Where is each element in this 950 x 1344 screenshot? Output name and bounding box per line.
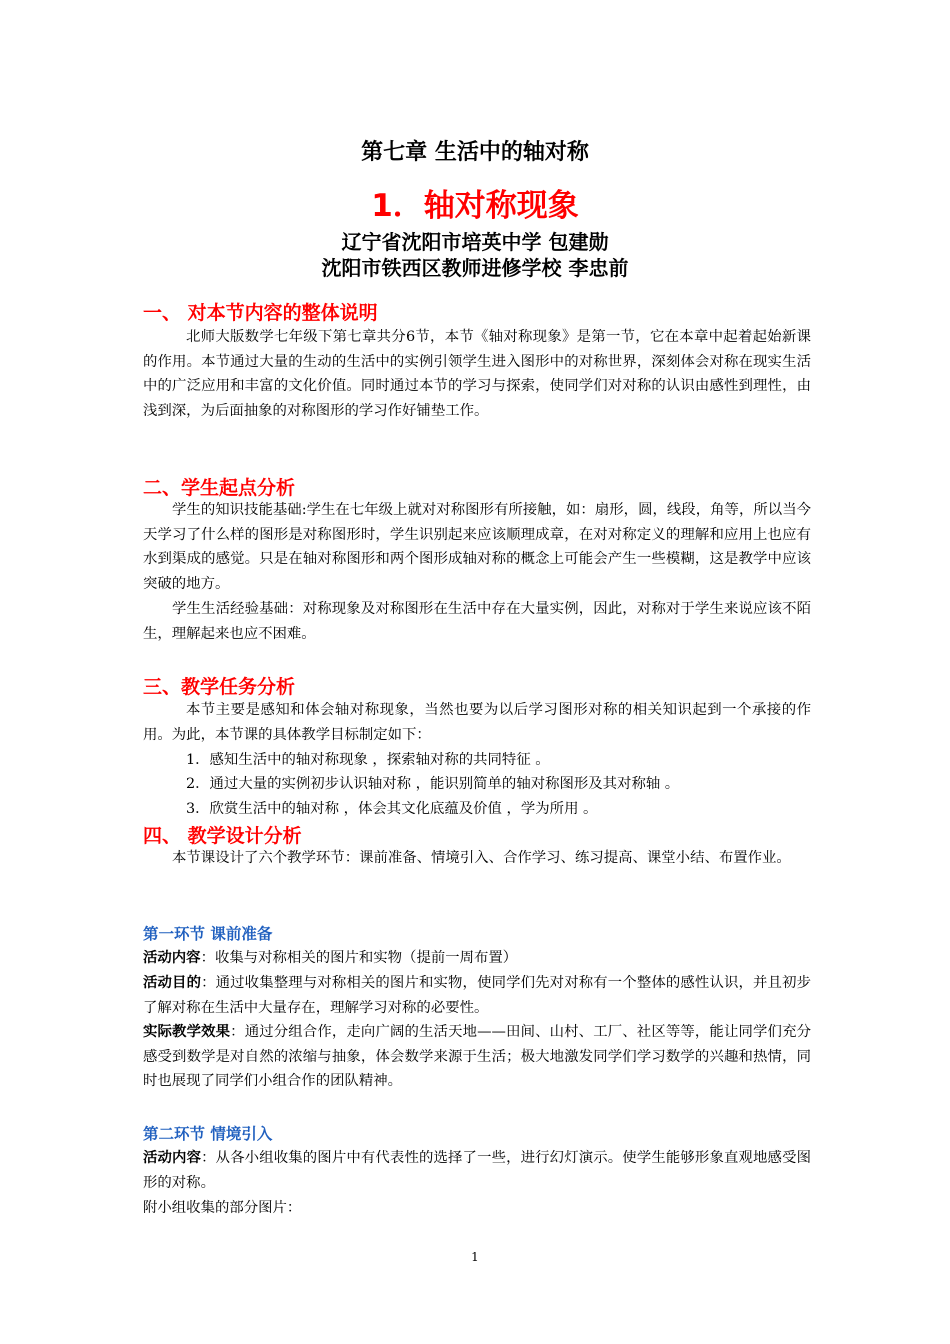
teaching-effect-label: 实际教学效果 — [143, 1024, 231, 1040]
section-1-paragraph: 北师大版数学七年级下第七章共分6节，本节《轴对称现象》是第一节，它在本章中起着起始新课的作用。本节通过大量的生动的生活中的实例引领学生进入图形中的对称世界，深刻体会对称在现实生活中的广泛应用和丰富的文化价值。同时通过本节的学习与探索，使同学们对对称的认识由感性到理性，由浅到深，为后面抽象的对称图形的学习作好铺垫工作。 — [143, 329, 811, 419]
section-heading-3: 三、教学任务分析 — [143, 676, 296, 698]
step-1-effect — [143, 1020, 811, 1094]
teaching-goal-3: 3．欣赏生活中的轴对称 ，体会其文化底蕴及价值 ，学为所用 。 — [186, 801, 598, 817]
step-2-content — [143, 1146, 811, 1195]
step-2-heading: 第二环节 情境引入 — [143, 1125, 273, 1143]
step-1-purpose — [143, 971, 811, 1020]
teaching-effect-text: ：通过分组合作，走向广阔的生活天地——田间、山村、工厂、社区等等，能让同学们充分感受到数学是对自然的浓缩与抽象，体会数学来源于生活；极大地激发同学们学习数学的兴趣和热情，同时也展现了同学们小组合作的团队精神。 — [143, 1024, 811, 1090]
activity-purpose-text: ：通过收集整理与对称相关的图片和实物，使同学们先对对称有一个整体的感性认识，并且初步了解对称在生活中大量存在，理解学习对称的必要性。 — [143, 975, 811, 1016]
lesson-title: 1．轴对称现象 — [371, 188, 579, 224]
chapter-title: 第七章 生活中的轴对称 — [361, 140, 589, 165]
section-4-paragraph: 本节课设计了六个教学环节：课前准备、情境引入、合作学习、练习提高、课堂小结、布置作业。 — [172, 850, 791, 866]
section-heading-1: 一、 对本节内容的整体说明 — [143, 302, 378, 324]
section-2-paragraph-1: 学生的知识技能基础:学生在七年级上就对对称图形有所接触，如：扇形，圆，线段，角等，所以当今天学习了什么样的图形是对称图形时，学生识别起来应该顺理成章，在对对称定义的理解和应用上也应有水到渠成的感觉。只是在轴对称图形和两个图形成轴对称的概念上可能会产生一些模糊，这是教学中应该突破的地方。 — [143, 502, 811, 592]
step-1-content — [143, 946, 811, 971]
section-3-paragraph: 本节主要是感知和体会轴对称现象，当然也要为以后学习图形对称的相关知识起到一个承接的作用。为此，本节课的具体教学目标制定如下： — [143, 702, 811, 743]
teaching-goal-1: 1．感知生活中的轴对称现象 ，探索轴对称的共同特征 。 — [186, 752, 550, 768]
activity-content-text-2: ：从各小组收集的图片中有代表性的选择了一些，进行幻灯演示。使学生能够形象直观地感受图形的对称。 — [143, 1150, 811, 1191]
step-2-note: 附小组收集的部分图片： — [143, 1200, 302, 1216]
section-2-paragraph-2: 学生生活经验基础：对称现象及对称图形在生活中存在大量实例，因此，对称对于学生来说应该不陌生，理解起来也应不困难。 — [143, 601, 811, 642]
activity-content-label: 活动内容 — [143, 950, 201, 966]
section-heading-4: 四、 教学设计分析 — [143, 825, 302, 847]
activity-purpose-label: 活动目的 — [143, 975, 202, 991]
activity-content-label-2: 活动内容 — [143, 1150, 202, 1166]
teaching-goal-2: 2．通过大量的实例初步认识轴对称 ，能识别简单的轴对称图形及其对称轴 。 — [186, 776, 680, 792]
section-heading-2: 二、学生起点分析 — [143, 477, 296, 499]
step-1-heading: 第一环节 课前准备 — [143, 925, 273, 943]
activity-content-text: ：收集与对称相关的图片和实物（提前一周布置） — [200, 950, 518, 966]
page-number: 1 — [471, 1250, 479, 1264]
author-line-1: 辽宁省沈阳市培英中学 包建勋 — [341, 230, 609, 254]
author-line-2: 沈阳市铁西区教师进修学校 李忠前 — [321, 256, 629, 280]
